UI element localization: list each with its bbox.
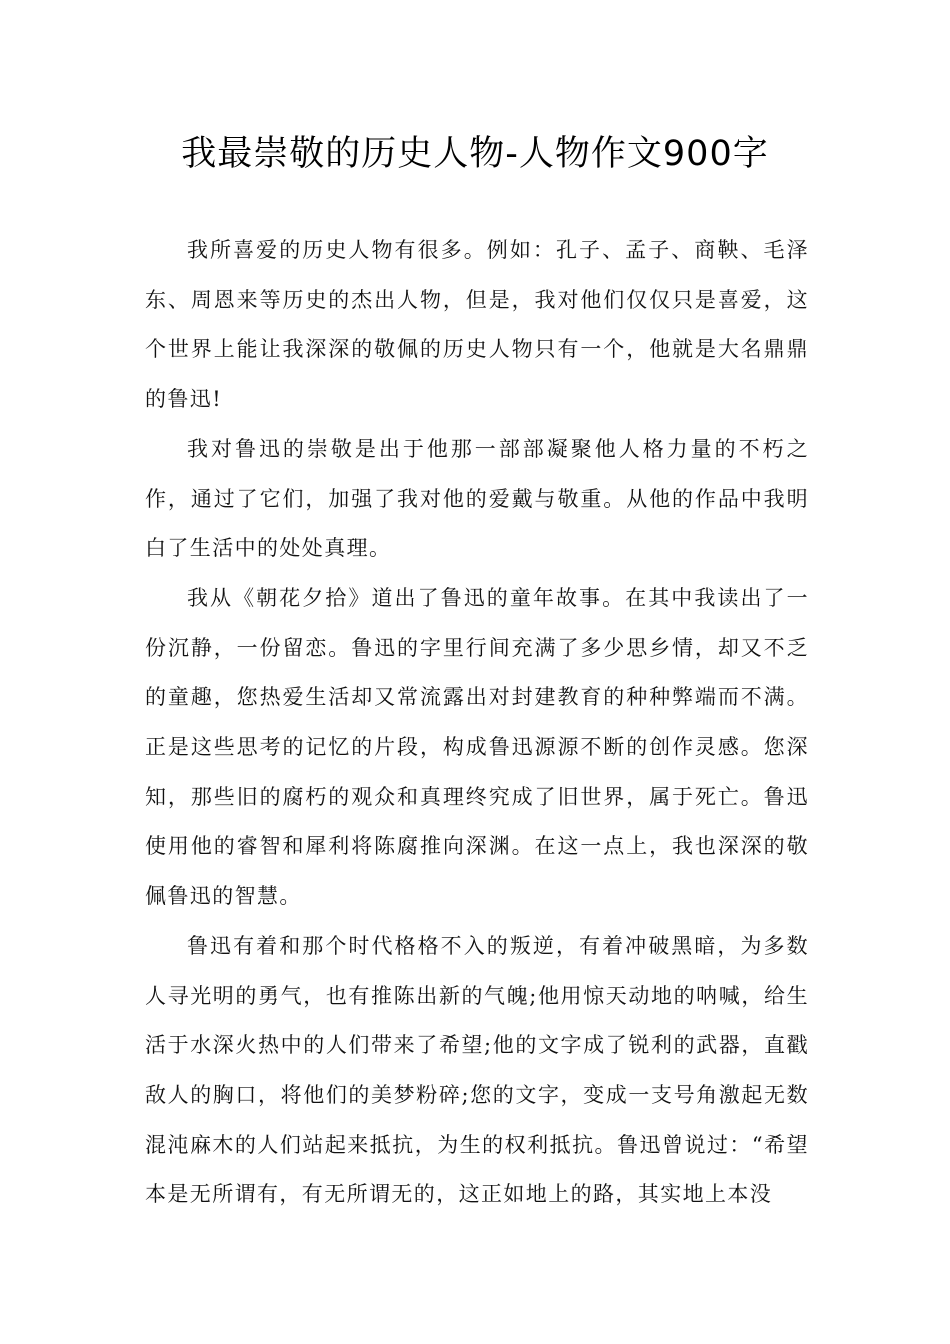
document-body (145, 226, 809, 1220)
paragraph: 我所喜爱的历史人物有很多。例如：孔子、孟子、商鞅、毛泽东、周恩来等历史的杰出人物，但是，我对他们仅仅只是喜爱，这个世界上能让我深深的敬佩的历史人物只有一个，他就是大名鼎鼎的鲁迅! (145, 238, 809, 412)
paragraph: 我对鲁迅的崇敬是出于他那一部部凝聚他人格力量的不朽之作，通过了它们，加强了我对他的爱戴与敬重。从他的作品中我明白了生活中的处处真理。 (145, 436, 809, 561)
paragraph: 鲁迅有着和那个时代格格不入的叛逆，有着冲破黑暗，为多数人寻光明的勇气，也有推陈出新的气魄;他用惊天动地的呐喊，给生活于水深火热中的人们带来了希望;他的文字成了锐利的武器，直戳敌人的胸口，将他们的美梦粉碎;您的文字，变成一支号角激起无数混沌麻木的人们站起来抵抗，为生的权利抵抗。鲁迅曾说过：“希望本是无所谓有，有无所谓无的，这正如地上的路，其实地上本没 (145, 933, 809, 1207)
document-title: 我最崇敬的历史人物-人物作文900字 (181, 134, 769, 174)
paragraph: 我从《朝花夕拾》道出了鲁迅的童年故事。在其中我读出了一份沉静，一份留恋。鲁迅的字里行间充满了多少思乡情，却又不乏的童趣，您热爱生活却又常流露出对封建教育的种种弊端而不满。正是这些思考的记忆的片段，构成鲁迅源源不断的创作灵感。您深知，那些旧的腐朽的观众和真理终究成了旧世界，属于死亡。鲁迅使用他的睿智和犀利将陈腐推向深渊。在这一点上，我也深深的敬佩鲁迅的智慧。 (145, 585, 809, 909)
